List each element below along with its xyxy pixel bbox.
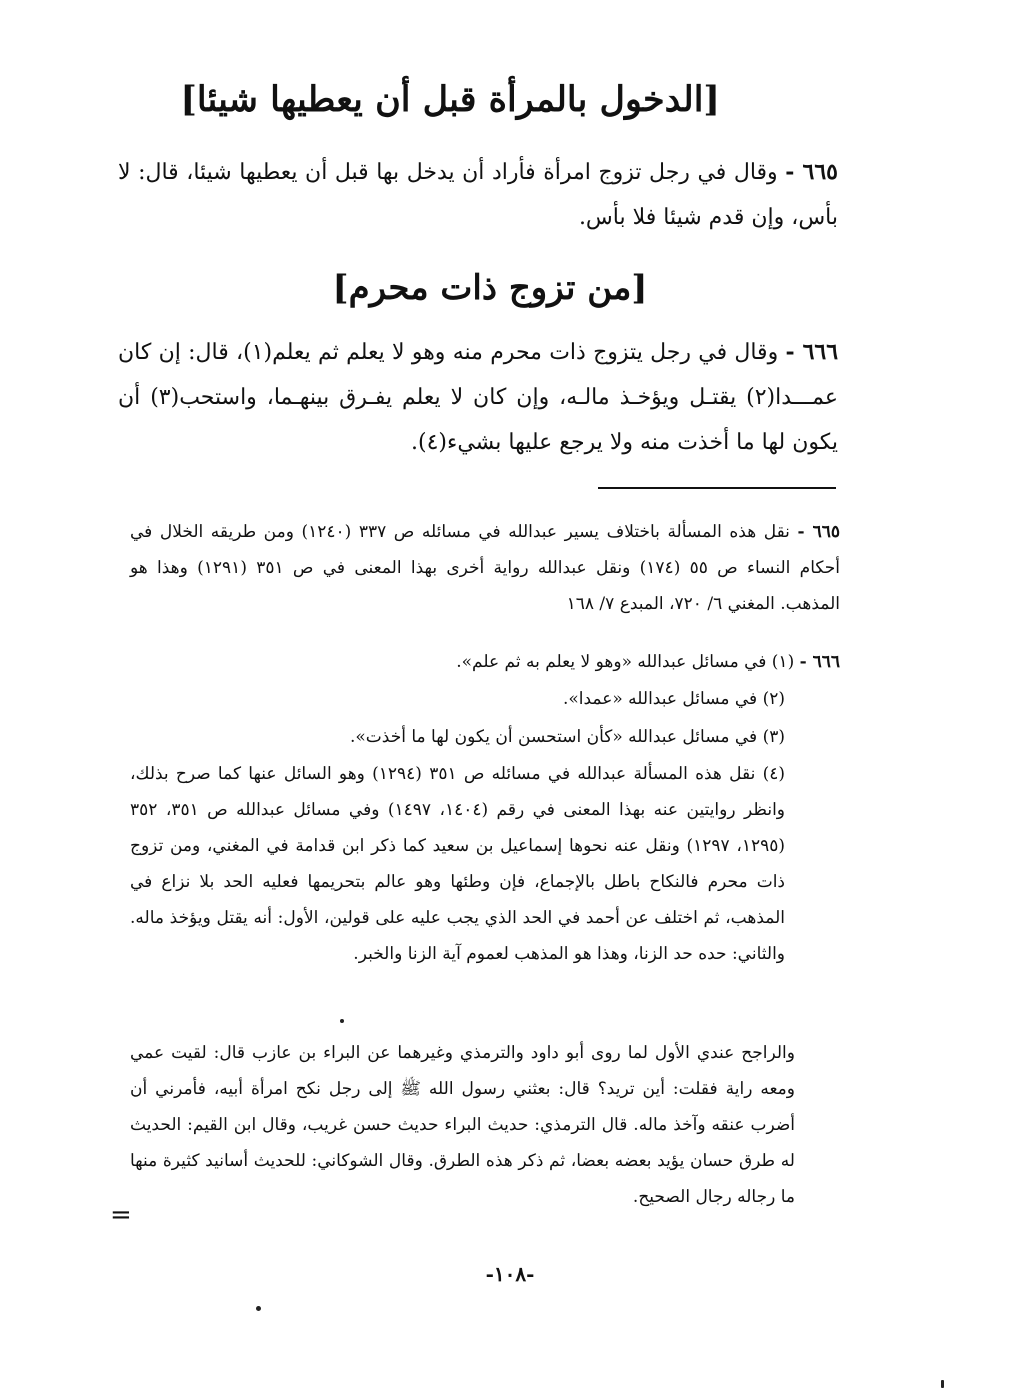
- footnote-text: (٣) في مسائل عبدالله «كأن استحسن أن يكون لها ما أخذت».: [349, 727, 785, 747]
- footnote-text: نقل هذه المسألة باختلاف يسير عبدالله في مسائله ص ٣٣٧ (١٢٤٠) ومن طريقه الخلال في أحكام النساء ص ٥٥ (١٧٤) ونقل عبدالله رواية أخرى بهذا المعنى في ص ٣٥١ (١٢٩١) وهذا هو المذهب. المغني ٦/ ٧٢٠، المبدع ٧/ ١٦٨: [130, 522, 840, 614]
- footnote-666-note-3: [130, 719, 840, 755]
- paragraph-666: [118, 330, 838, 465]
- continuation-mark: =: [110, 1200, 132, 1230]
- footnote-666-note-2: [130, 681, 840, 717]
- paragraph-number: ٦٦٦ -: [785, 339, 839, 365]
- footnote-number: ٦٦٦ -: [799, 652, 840, 672]
- paragraph-665: [118, 150, 838, 240]
- footnote-text: (٤) نقل هذه المسألة عبدالله في مسائله ص ٣٥١ (١٢٩٤) وهو السائل عنها كما صرح بذلك، وانظر روايتين عنه بهذا المعنى في رقم (١٤٠٤، ١٤٩٧) وفي مسائل عبدالله ص ٣٥١، ٣٥٢ (١٢٩٥، ١٢٩٧) ونقل عنه نحوها إسماعيل بن سعيد كما ذكر ابن قدامة في المغني، ومن تزوج ذات محرم فالنكاح باطل بالإجماع، فإن وطئها وهو عالم بتحريمها فعليه الحد بلا نزاع في المذهب، ثم اختلف عن أحمد في الحد الذي يجب عليه على قولين، الأول: أنه يقتل ويؤخذ ماله. والثاني: حده حد الزنا، وهذا هو المذهب لعموم آية الزنا والخبر.: [130, 764, 785, 964]
- footnote-666-note-4: [130, 756, 840, 972]
- footnote-665: [130, 514, 840, 622]
- scan-speck: [340, 1019, 344, 1023]
- scan-speck: [256, 1306, 261, 1311]
- paragraph-text: وقال في رجل تزوج امرأة فأراد أن يدخل بها قبل أن يعطيها شيئا، قال: لا بأس، وإن قدم شيئا فلا بأس.: [118, 160, 838, 230]
- footnote-conclusion: والراجح عندي الأول لما روى أبو داود والترمذي وغيرهما عن البراء بن عازب قال: لقيت عمي ومعه راية فقلت: أين تريد؟ قال: بعثني رسول الله ﷺ إلى رجل نكح امرأة أبيه، فأمرني أن أضرب عنقه وآخذ ماله. قال الترمذي: حديث البراء حديث حسن غريب، وقال ابن القيم: الحديث له طرق حسان يؤيد بعضه بعضا، ثم ذكر هذه الطرق. وقال الشوكاني: للحديث أسانيد كثيرة منها ما رجاله رجال الصحيح.: [130, 1043, 795, 1207]
- footnote-number: ٦٦٥ -: [797, 522, 841, 542]
- section-heading-mahram-marriage: [من تزوج ذات محرم]: [332, 268, 648, 308]
- scan-speck: [941, 1380, 944, 1388]
- paragraph-number: ٦٦٥ -: [785, 159, 838, 185]
- footnote-text: (١) في مسائل عبدالله «وهو لا يعلم به ثم علم».: [456, 652, 795, 672]
- footnote-separator: [598, 487, 836, 489]
- page-number: -١٠٨-: [485, 1262, 535, 1286]
- footnote-text: (٢) في مسائل عبدالله «عمدا».: [562, 689, 785, 709]
- section-heading-consummation: [الدخول بالمرأة قبل أن يعطيها شيئا]: [180, 79, 720, 120]
- footnote-666-note-1: [130, 644, 840, 680]
- paragraph-text: وقال في رجل يتزوج ذات محرم منه وهو لا يعلم ثم يعلم(١)، قال: إن كان عمـــدا(٢) يقتـل ويؤخـذ مالـه، وإن كان لا يعلم يفـرق بينهـما، واستحب(٣) أن يكون لها ما أخذت منه ولا يرجع عليها بشيء(٤).: [118, 340, 838, 455]
